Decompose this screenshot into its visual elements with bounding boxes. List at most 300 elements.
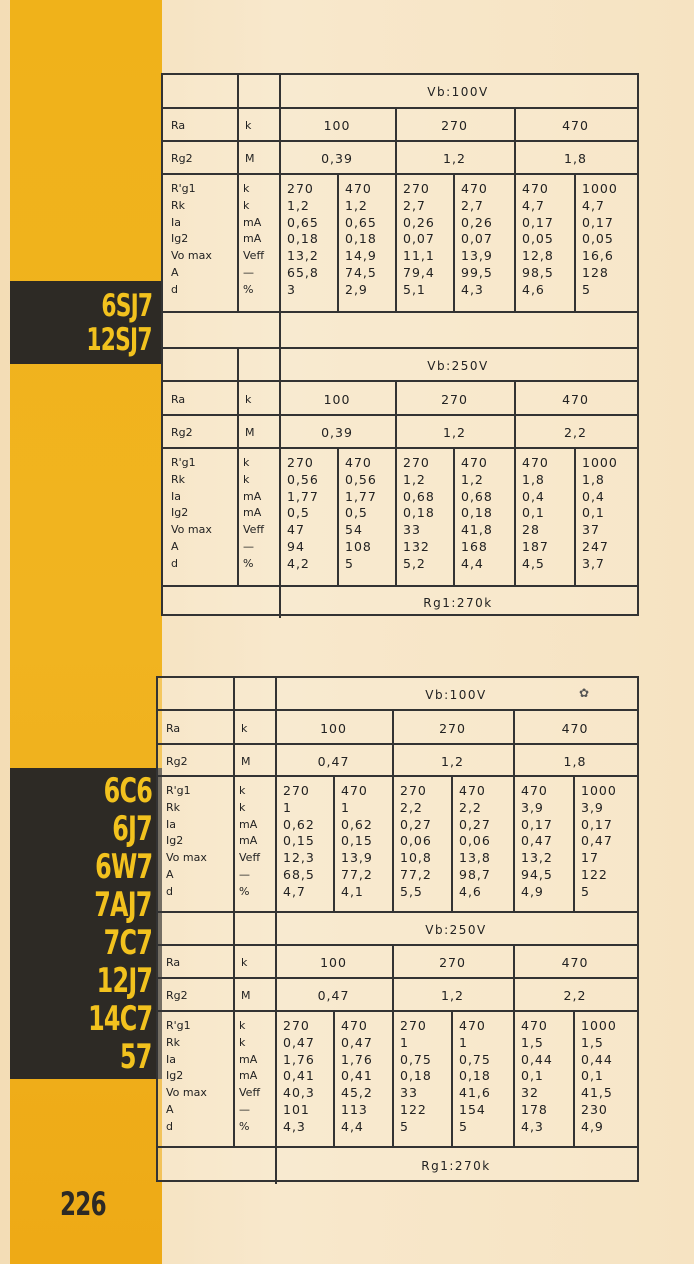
data-value: 270: [283, 783, 310, 798]
data-value: 1: [459, 1034, 468, 1050]
data-column: [345, 455, 377, 573]
table-row-data: [163, 449, 637, 587]
parameter-labels: [166, 1018, 207, 1136]
rg2-unit: M: [245, 426, 255, 439]
data-value: 1: [341, 799, 350, 815]
data-value: 0,75: [400, 1051, 432, 1067]
data-value: 0,68: [403, 488, 435, 504]
column-divider: [514, 449, 516, 587]
parameter-label: Ig2: [171, 506, 189, 520]
data-value: 470: [345, 181, 372, 196]
data-value: 45,2: [341, 1085, 373, 1101]
data-value: 2,7: [461, 197, 484, 213]
data-table: [156, 676, 639, 1182]
column-divider: [233, 913, 235, 946]
data-value: 154: [459, 1101, 486, 1117]
data-value: 122: [400, 1101, 427, 1117]
parameter-label: Rk: [171, 198, 186, 212]
table-row-ra: [163, 109, 637, 142]
data-value: 0,41: [283, 1068, 315, 1084]
data-value: 4,7: [283, 883, 306, 899]
column-divider: [333, 1012, 335, 1148]
data-value: 0,47: [283, 1034, 315, 1050]
data-value: 0,47: [581, 833, 613, 849]
data-value: 132: [403, 538, 430, 554]
column-divider: [451, 777, 453, 913]
rg2-unit: M: [241, 989, 251, 1002]
column-divider: [514, 175, 516, 313]
data-value: 0,18: [345, 231, 377, 247]
data-value: 1,77: [287, 488, 319, 504]
parameter-label: Ig2: [171, 232, 189, 246]
data-column: [345, 181, 377, 299]
column-divider: [453, 449, 455, 587]
data-value: 13,9: [341, 850, 373, 866]
data-column: [522, 455, 549, 573]
parameter-label: d: [166, 884, 173, 898]
data-value: 470: [522, 181, 549, 196]
column-divider: [233, 678, 235, 711]
column-divider: [395, 175, 397, 313]
table-row-ra: [158, 946, 637, 979]
parameter-unit: k: [239, 1035, 246, 1049]
rg2-label: Rg2: [166, 989, 188, 1002]
data-value: 122: [581, 866, 608, 882]
table-row-data: [158, 1012, 637, 1148]
parameter-label: R'g1: [171, 456, 196, 469]
parameter-unit: —: [239, 1102, 250, 1116]
data-column: [581, 783, 617, 901]
data-value: 4,7: [582, 197, 605, 213]
parameter-label: A: [166, 1102, 174, 1116]
data-value: 1,2: [287, 197, 310, 213]
table-row-footer: [163, 587, 637, 618]
data-value: 0,47: [521, 833, 553, 849]
column-divider: [279, 313, 281, 349]
rg2-unit: M: [245, 152, 255, 165]
table-row-vb: [163, 349, 637, 382]
table-row-ra: [163, 382, 637, 416]
data-value: 0,5: [287, 505, 310, 521]
data-value: 270: [400, 783, 427, 798]
rg2-unit: M: [241, 754, 251, 768]
table-row-rg2: [158, 979, 637, 1012]
tube-type: 14C7: [87, 998, 152, 1039]
data-value: 13,8: [459, 850, 491, 866]
ra-unit: k: [241, 956, 248, 969]
data-value: 0,17: [582, 214, 614, 230]
parameter-unit: %: [239, 884, 250, 898]
ra-unit: k: [245, 392, 252, 406]
data-value: 94: [287, 538, 305, 554]
ra-value: 100: [320, 955, 347, 970]
data-value: 0,07: [403, 231, 435, 247]
parameter-unit: Veff: [239, 1086, 261, 1100]
parameter-label: R'g1: [166, 1019, 191, 1032]
data-value: 0,15: [283, 833, 315, 849]
ra-label: Ra: [166, 956, 181, 969]
tube-type-label-group-2: [10, 768, 162, 1079]
data-value: 0,15: [341, 833, 373, 849]
parameter-unit: —: [243, 265, 254, 279]
data-column: [403, 455, 435, 573]
data-value: 3,9: [581, 799, 604, 815]
rg2-label: Rg2: [171, 152, 193, 165]
data-value: 12,8: [522, 248, 554, 264]
supply-voltage-header: Vb:250V: [425, 922, 487, 937]
data-value: 1,76: [341, 1051, 373, 1067]
data-column: [461, 455, 493, 573]
data-value: 470: [522, 455, 549, 470]
data-value: 1,5: [521, 1034, 544, 1050]
supply-voltage-header: Vb:250V: [427, 358, 489, 373]
data-value: 3,9: [521, 799, 544, 815]
tube-type: 6W7: [94, 846, 152, 887]
rg2-value: 0,39: [321, 425, 353, 440]
data-value: 108: [345, 538, 372, 554]
column-divider: [573, 777, 575, 913]
column-divider: [573, 1012, 575, 1148]
parameter-unit: —: [243, 539, 254, 553]
table-row-footer: [158, 1148, 637, 1184]
rg2-value: 1,2: [443, 151, 466, 166]
parameter-label: Rk: [166, 800, 181, 814]
data-value: 5,5: [400, 883, 423, 899]
data-column: [461, 181, 493, 299]
data-value: 230: [581, 1101, 608, 1117]
data-value: 1,8: [582, 471, 605, 487]
parameter-label: Vo max: [171, 249, 212, 263]
data-value: 33: [400, 1085, 418, 1101]
data-value: 0,56: [287, 471, 319, 487]
table-row-data: [163, 175, 637, 313]
column-divider: [395, 449, 397, 587]
data-value: 5: [345, 555, 354, 571]
parameter-unit: Veff: [243, 523, 265, 537]
ra-value: 100: [323, 118, 351, 133]
column-divider: [233, 777, 235, 913]
data-value: 0,06: [400, 833, 432, 849]
parameter-unit: k: [243, 456, 250, 469]
parameter-label: R'g1: [166, 784, 191, 797]
data-value: 470: [341, 1018, 368, 1033]
ra-unit: k: [245, 119, 252, 132]
parameter-label: Vo max: [171, 523, 212, 537]
ra-label: Ra: [166, 721, 181, 735]
parameter-unit: mA: [239, 817, 258, 831]
data-column: [582, 455, 618, 573]
data-value: 79,4: [403, 264, 435, 280]
data-value: 0,1: [521, 1068, 544, 1084]
parameter-unit: k: [239, 800, 246, 814]
data-value: 10,8: [400, 850, 432, 866]
parameter-label: d: [166, 1119, 173, 1133]
parameter-units: [239, 783, 260, 901]
tube-type: 12SJ7: [86, 321, 152, 358]
data-value: 77,2: [341, 866, 373, 882]
rg2-label: Rg2: [171, 426, 193, 439]
table-row-rg2: [158, 745, 637, 777]
parameter-labels: [166, 783, 207, 901]
data-value: 54: [345, 522, 363, 538]
tube-type: 57: [120, 1036, 152, 1077]
column-divider: [337, 175, 339, 313]
data-value: 0,18: [459, 1068, 491, 1084]
parameter-label: d: [171, 282, 178, 296]
data-value: 0,18: [461, 505, 493, 521]
rg2-value: 1,2: [441, 753, 464, 769]
parameter-unit: mA: [239, 1069, 258, 1083]
parameter-unit: %: [239, 1119, 250, 1133]
parameter-label: R'g1: [171, 182, 196, 195]
ra-label: Ra: [171, 392, 186, 406]
data-value: 1: [283, 799, 292, 815]
data-value: 14,9: [345, 248, 377, 264]
data-value: 270: [400, 1018, 427, 1033]
tube-type: 6J7: [112, 808, 152, 849]
data-value: 1,76: [283, 1051, 315, 1067]
column-divider: [513, 777, 515, 913]
data-value: 1000: [581, 783, 617, 798]
data-value: 270: [287, 455, 314, 470]
data-value: 470: [345, 455, 372, 470]
data-value: 13,2: [287, 248, 319, 264]
ra-value: 470: [562, 118, 589, 133]
data-column: [400, 1018, 432, 1136]
parameter-label: Ia: [166, 1052, 176, 1066]
data-value: 470: [461, 455, 488, 470]
data-value: 470: [461, 181, 488, 196]
data-value: 41,6: [459, 1085, 491, 1101]
data-value: 32: [521, 1085, 539, 1101]
data-column: [459, 783, 491, 901]
tube-type: 7C7: [103, 922, 152, 963]
tube-type-label-group-1: [10, 281, 162, 364]
supply-voltage-header: Vb:100V: [425, 687, 487, 702]
data-value: 11,1: [403, 248, 435, 264]
column-divider: [237, 75, 239, 109]
data-column: [403, 181, 435, 299]
table-row-ra: [158, 711, 637, 745]
ra-value: 100: [323, 391, 351, 407]
data-value: 270: [403, 455, 430, 470]
ra-value: 270: [441, 118, 468, 133]
data-value: 4,5: [522, 555, 545, 571]
data-value: 65,8: [287, 264, 319, 280]
data-column: [341, 783, 373, 901]
tube-type: 7AJ7: [94, 884, 152, 925]
data-value: 0,18: [403, 505, 435, 521]
data-value: 270: [283, 1018, 310, 1033]
data-value: 270: [403, 181, 430, 196]
parameter-label: Rk: [171, 472, 186, 486]
parameter-unit: mA: [243, 489, 262, 503]
parameter-unit: k: [243, 182, 250, 195]
data-value: 5: [459, 1118, 468, 1134]
rg2-value: 1,2: [441, 988, 464, 1003]
parameter-units: [239, 1018, 260, 1136]
data-value: 3,7: [582, 555, 605, 571]
tube-type: 12J7: [96, 960, 152, 1001]
data-value: 0,26: [461, 214, 493, 230]
parameter-unit: mA: [243, 232, 262, 246]
data-value: 470: [521, 1018, 548, 1033]
rg1-footer: Rg1:270k: [423, 595, 493, 610]
ra-unit: k: [241, 721, 248, 735]
data-value: 0,17: [521, 816, 553, 832]
data-table: [161, 73, 639, 616]
data-value: 98,5: [522, 264, 554, 280]
data-value: 4,3: [283, 1118, 306, 1134]
parameter-unit: mA: [243, 506, 262, 520]
data-value: 0,18: [400, 1068, 432, 1084]
column-divider: [392, 1012, 394, 1148]
parameter-labels: [171, 181, 212, 299]
parameter-unit: mA: [243, 215, 262, 229]
rg2-value: 1,2: [443, 425, 466, 440]
data-value: 2,2: [459, 799, 482, 815]
data-value: 5,2: [403, 555, 426, 571]
data-value: 13,2: [521, 850, 553, 866]
column-divider: [237, 449, 239, 587]
data-value: 77,2: [400, 866, 432, 882]
data-value: 1,2: [461, 471, 484, 487]
data-value: 94,5: [521, 866, 553, 882]
data-value: 470: [459, 783, 486, 798]
data-column: [287, 455, 319, 573]
data-column: [400, 783, 432, 901]
data-value: 5: [582, 281, 591, 297]
data-value: 1,5: [581, 1034, 604, 1050]
data-value: 0,1: [582, 505, 605, 521]
tube-type: 6C6: [103, 770, 152, 811]
parameter-units: [243, 455, 264, 573]
page-number: 226: [60, 1185, 106, 1223]
data-value: 0,65: [345, 214, 377, 230]
parameter-unit: k: [239, 784, 246, 797]
column-divider: [574, 449, 576, 587]
column-divider: [451, 1012, 453, 1148]
data-value: 0,65: [287, 214, 319, 230]
table-row-vb: [158, 678, 637, 711]
rg2-value: 1,8: [564, 151, 587, 166]
data-value: 101: [283, 1101, 310, 1117]
data-value: 5: [581, 883, 590, 899]
data-column: [459, 1018, 491, 1136]
parameter-unit: Veff: [239, 851, 261, 865]
table-row-rg2: [163, 142, 637, 175]
ra-value: 470: [561, 955, 589, 970]
column-divider: [453, 175, 455, 313]
rg2-value: 0,47: [317, 988, 350, 1003]
table-row-vb: [163, 75, 637, 109]
data-value: 2,9: [345, 281, 368, 297]
data-value: 0,27: [459, 816, 491, 832]
data-value: 2,7: [403, 197, 426, 213]
data-value: 5,1: [403, 281, 426, 297]
table-row-vb: [158, 913, 637, 946]
data-value: 1,77: [345, 488, 377, 504]
data-value: 74,5: [345, 264, 377, 280]
parameter-label: Vo max: [166, 1086, 207, 1100]
data-value: 247: [582, 538, 609, 554]
data-value: 470: [521, 783, 548, 798]
data-value: 1000: [582, 455, 618, 470]
data-value: 47: [287, 522, 305, 538]
data-value: 0,75: [459, 1051, 491, 1067]
data-column: [581, 1018, 617, 1136]
table-row-data: [158, 777, 637, 913]
parameter-label: A: [171, 265, 179, 279]
data-value: 0,05: [582, 231, 614, 247]
data-value: 0,1: [522, 505, 545, 521]
parameter-label: Ig2: [166, 1069, 184, 1083]
data-column: [283, 783, 315, 901]
parameter-label: Rk: [166, 1035, 181, 1049]
parameter-label: Vo max: [166, 851, 207, 865]
data-value: 4,6: [459, 883, 482, 899]
parameter-label: Ig2: [166, 834, 184, 848]
data-value: 1,2: [345, 197, 368, 213]
data-value: 1: [400, 1034, 409, 1050]
data-value: 0,06: [459, 833, 491, 849]
data-column: [522, 181, 554, 299]
column-divider: [275, 777, 277, 913]
column-divider: [392, 777, 394, 913]
table-row-rg2: [163, 416, 637, 449]
data-value: 17: [581, 850, 599, 866]
data-value: 4,2: [287, 555, 310, 571]
data-value: 0,62: [341, 816, 373, 832]
data-value: 28: [522, 522, 540, 538]
rg2-value: 0,39: [321, 151, 353, 166]
data-value: 470: [341, 783, 368, 798]
data-column: [287, 181, 319, 299]
data-value: 0,1: [581, 1068, 604, 1084]
parameter-unit: k: [243, 198, 250, 212]
data-value: 4,4: [341, 1118, 364, 1134]
data-value: 0,4: [582, 488, 605, 504]
data-value: 4,7: [522, 197, 545, 213]
rg2-value: 1,8: [563, 753, 587, 769]
parameter-unit: %: [243, 556, 254, 570]
rg2-value: 0,47: [317, 753, 350, 769]
supply-voltage-header: Vb:100V: [427, 85, 489, 99]
data-column: [521, 1018, 553, 1136]
data-value: 0,44: [581, 1051, 613, 1067]
data-value: 3: [287, 281, 296, 297]
data-value: 0,41: [341, 1068, 373, 1084]
data-value: 1,8: [522, 471, 545, 487]
data-value: 40,3: [283, 1085, 315, 1101]
data-value: 168: [461, 538, 488, 554]
data-value: 0,17: [581, 816, 613, 832]
ra-label: Ra: [171, 119, 186, 132]
data-value: 0,07: [461, 231, 493, 247]
data-value: 4,3: [521, 1118, 544, 1134]
column-divider: [233, 1012, 235, 1148]
data-value: 470: [459, 1018, 486, 1033]
data-value: 12,3: [283, 850, 315, 866]
parameter-labels: [171, 455, 212, 573]
parameter-units: [243, 181, 264, 299]
ra-value: 100: [320, 720, 347, 736]
rg1-footer: Rg1:270k: [421, 1159, 491, 1173]
data-value: 99,5: [461, 264, 493, 280]
column-divider: [275, 1012, 277, 1148]
data-column: [341, 1018, 373, 1136]
data-column: [283, 1018, 315, 1136]
